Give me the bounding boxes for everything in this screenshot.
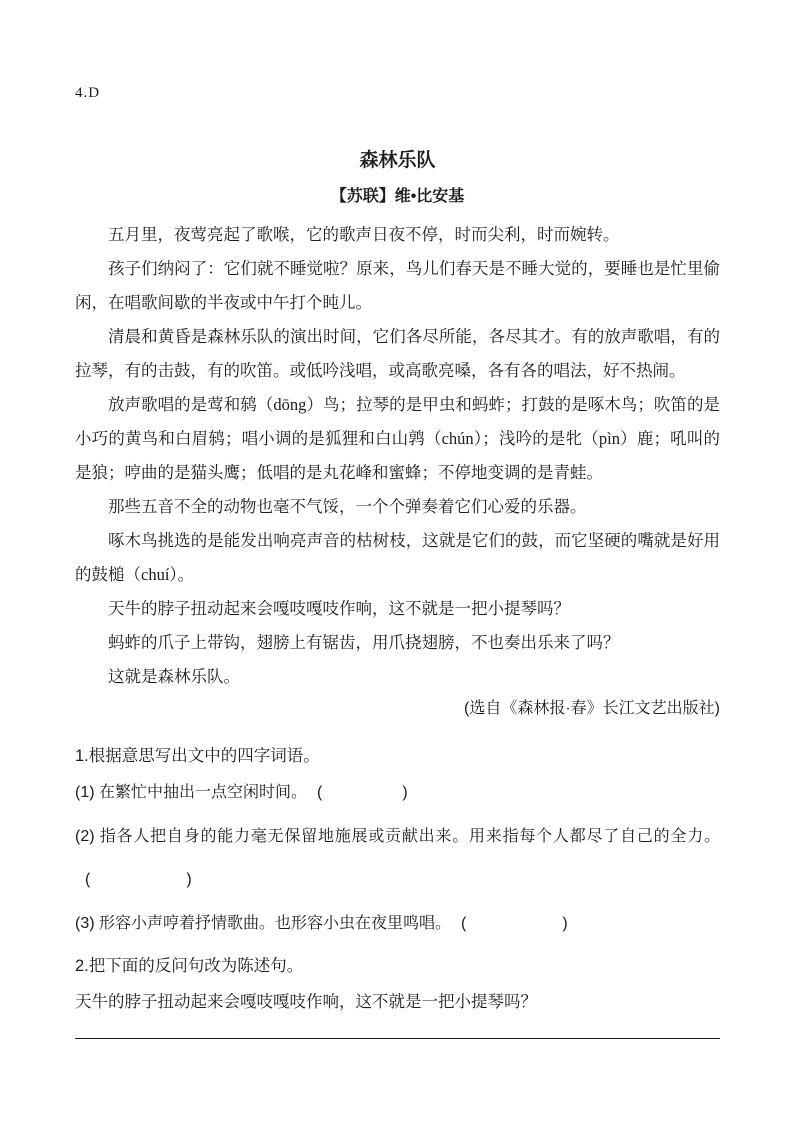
- passage-title: 森林乐队: [359, 150, 436, 171]
- passage-paragraph: 天牛的脖子扭动起来会嘎吱嘎吱作响，这不就是一把小提琴吗？: [108, 599, 570, 618]
- answer-line: 4.D: [75, 85, 101, 101]
- question-1-item-2: [75, 815, 720, 901]
- question-1-item-3-text: (3) 形容小声哼着抒情歌曲。也形容小虫在夜里鸣唱。: [75, 915, 452, 932]
- passage-source: (选自《森林报·春》长江文艺出版社): [464, 700, 720, 717]
- answer-blank: ( ): [461, 915, 568, 932]
- passage-body: [75, 218, 720, 694]
- question-2-sentence: 天牛的脖子扭动起来会嘎吱嘎吱作响，这不就是一把小提琴吗？: [75, 993, 537, 1011]
- passage-paragraph: 这就是森林乐队。: [108, 667, 240, 686]
- passage-paragraph: 放声歌唱的是莺和鸫（dōng）鸟；拉琴的是甲虫和蚂蚱；打鼓的是啄木鸟；吹笛的是小巧的黄鸟和白眉鸫；唱小调的是狐狸和白山鹑（chún）；浅吟的是牝（pìn）鹿；吼叫的是狼；哼曲的是猫头鹰；低唱的是丸花峰和蜜蜂；不停地变调的是青蛙。: [75, 395, 720, 482]
- answer-blank: ( ): [85, 871, 192, 888]
- answer-blank: ( ): [317, 784, 408, 801]
- passage-author: 【苏联】维•比安基: [330, 188, 465, 205]
- question-1-item-1-text: (1) 在繁忙中抽出一点空闲时间。: [75, 784, 308, 801]
- question-1-item-2-text: (2) 指各人把自身的能力毫无保留地施展或贡献出来。用来指每个人都尽了自己的全力。: [75, 828, 720, 845]
- question-1-item-1: [75, 771, 720, 814]
- passage-paragraph: 清晨和黄昏是森林乐队的演出时间，它们各尽所能，各尽其才。有的放声歌唱，有的拉琴，有的击鼓，有的吹笛。或低吟浅唱，或高歌亮嗓，各有各的唱法，好不热闹。: [75, 327, 720, 380]
- passage-paragraph: 孩子们纳闷了：它们就不睡觉啦？原来，鸟儿们春天是不睡大觉的，要睡也是忙里偷闲，在唱歌间歇的半夜或中午打个盹儿。: [75, 259, 720, 312]
- question-2-label: 2.把下面的反问句改为陈述句。: [75, 957, 304, 975]
- passage-paragraph: 蚂蚱的爪子上带钩，翅膀上有锯齿，用爪挠翅膀，不也奏出乐来了吗？: [108, 633, 620, 652]
- passage-paragraph: 五月里，夜莺亮起了歌喉，它的歌声日夜不停，时而尖利，时而婉转。: [108, 225, 620, 244]
- question-1-label: 1.根据意思写出文中的四字词语。: [75, 747, 320, 765]
- answer-underline: [75, 1038, 720, 1039]
- question-1-item-3: [75, 902, 720, 945]
- passage-paragraph: 啄木鸟挑选的是能发出响亮声音的枯树枝，这就是它们的鼓，而它坚硬的嘴就是好用的鼓槌（chuí）。: [75, 531, 720, 584]
- passage-paragraph: 那些五音不全的动物也毫不气馁，一个个弹奏着它们心爱的乐器。: [108, 497, 587, 516]
